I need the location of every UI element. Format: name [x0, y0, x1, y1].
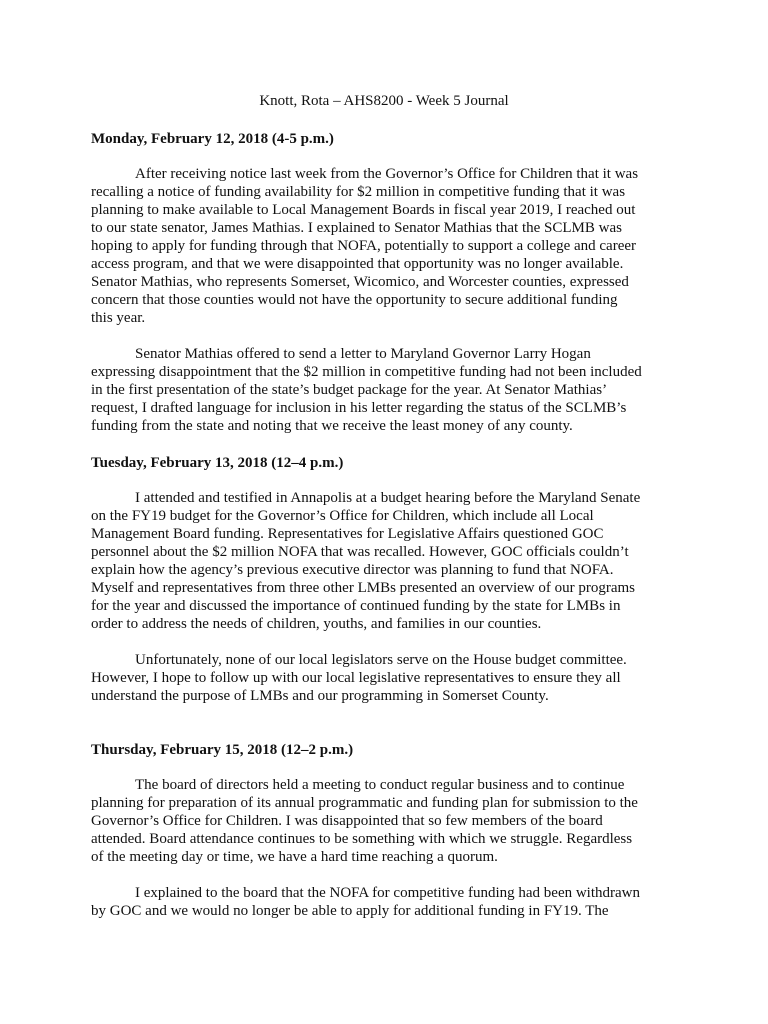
section-heading-tuesday: Tuesday, February 13, 2018 (12–4 p.m.)	[91, 455, 344, 471]
paragraph-line: in the first presentation of the state’s budget package for the year. At Senator Mathias’	[91, 382, 608, 398]
paragraph-line: Senator Mathias offered to send a letter to Maryland Governor Larry Hogan	[135, 346, 591, 362]
paragraph	[91, 165, 667, 327]
paragraph-line: funding from the state and noting that we receive the least money of any county.	[91, 418, 573, 434]
paragraph-line: personnel about the $2 million NOFA that was recalled. However, GOC officials couldn’t	[91, 544, 629, 560]
paragraph-line: planning for preparation of its annual programmatic and funding plan for submission to the	[91, 795, 638, 811]
paragraph-line: to our state senator, James Mathias. I explained to Senator Mathias that the SCLMB was	[91, 220, 622, 236]
paragraph	[91, 776, 667, 866]
paragraph-line: Unfortunately, none of our local legislators serve on the House budget committee.	[135, 652, 627, 668]
paragraph-line: by GOC and we would no longer be able to apply for additional funding in FY19. The	[91, 903, 609, 919]
paragraph-line: of the meeting day or time, we have a hard time reaching a quorum.	[91, 849, 498, 865]
paragraph-line: I attended and testified in Annapolis at a budget hearing before the Maryland Senate	[135, 490, 641, 506]
document-title: Knott, Rota – AHS8200 - Week 5 Journal	[259, 93, 509, 109]
paragraph-line: hoping to apply for funding through that NOFA, potentially to support a college and career	[91, 238, 637, 254]
paragraph-line: The board of directors held a meeting to conduct regular business and to continue	[135, 777, 625, 793]
paragraph-line: request, I drafted language for inclusion in his letter regarding the status of the SCLMB’s	[91, 400, 627, 416]
paragraph	[91, 345, 667, 435]
paragraph-line: access program, and that we were disappointed that opportunity was no longer available.	[91, 256, 624, 272]
paragraph-line: Governor’s Office for Children. I was disappointed that so few members of the board	[91, 813, 603, 829]
paragraph-line: However, I hope to follow up with our local legislative representatives to ensure they all	[91, 670, 621, 686]
paragraph-line: for the year and discussed the importance of continued funding by the state for LMBs in	[91, 598, 621, 614]
paragraph	[91, 884, 667, 920]
paragraph-line: explain how the agency’s previous executive director was planning to fund that NOFA.	[91, 562, 614, 578]
paragraph-line: planning to make available to Local Management Boards in fiscal year 2019, I reached out	[91, 202, 636, 218]
paragraph-line: order to address the needs of children, youths, and families in our counties.	[91, 616, 542, 632]
paragraph	[91, 651, 667, 705]
section-heading-monday: Monday, February 12, 2018 (4-5 p.m.)	[91, 131, 334, 147]
paragraph-line: on the FY19 budget for the Governor’s Office for Children, which include all Local	[91, 508, 594, 524]
paragraph-line: this year.	[91, 310, 146, 326]
paragraph-line: attended. Board attendance continues to be something with which we struggle. Regardless	[91, 831, 633, 847]
paragraph-line: Management Board funding. Representatives for Legislative Affairs questioned GOC	[91, 526, 604, 542]
paragraph-line: Myself and representatives from three other LMBs presented an overview of our programs	[91, 580, 635, 596]
paragraph-line: expressing disappointment that the $2 million in competitive funding had not been included	[91, 364, 642, 380]
paragraph-line: concern that those counties would not have the opportunity to secure additional funding	[91, 292, 618, 308]
section-heading-thursday: Thursday, February 15, 2018 (12–2 p.m.)	[91, 742, 354, 758]
paragraph-line: After receiving notice last week from the Governor’s Office for Children that it was	[135, 166, 639, 182]
paragraph-line: recalling a notice of funding availability for $2 million in competitive funding that it was	[91, 184, 626, 200]
paragraph	[91, 489, 667, 633]
paragraph-line: I explained to the board that the NOFA for competitive funding had been withdrawn	[135, 885, 641, 901]
paragraph-line: Senator Mathias, who represents Somerset, Wicomico, and Worcester counties, expressed	[91, 274, 629, 290]
paragraph-line: understand the purpose of LMBs and our programming in Somerset County.	[91, 688, 549, 704]
